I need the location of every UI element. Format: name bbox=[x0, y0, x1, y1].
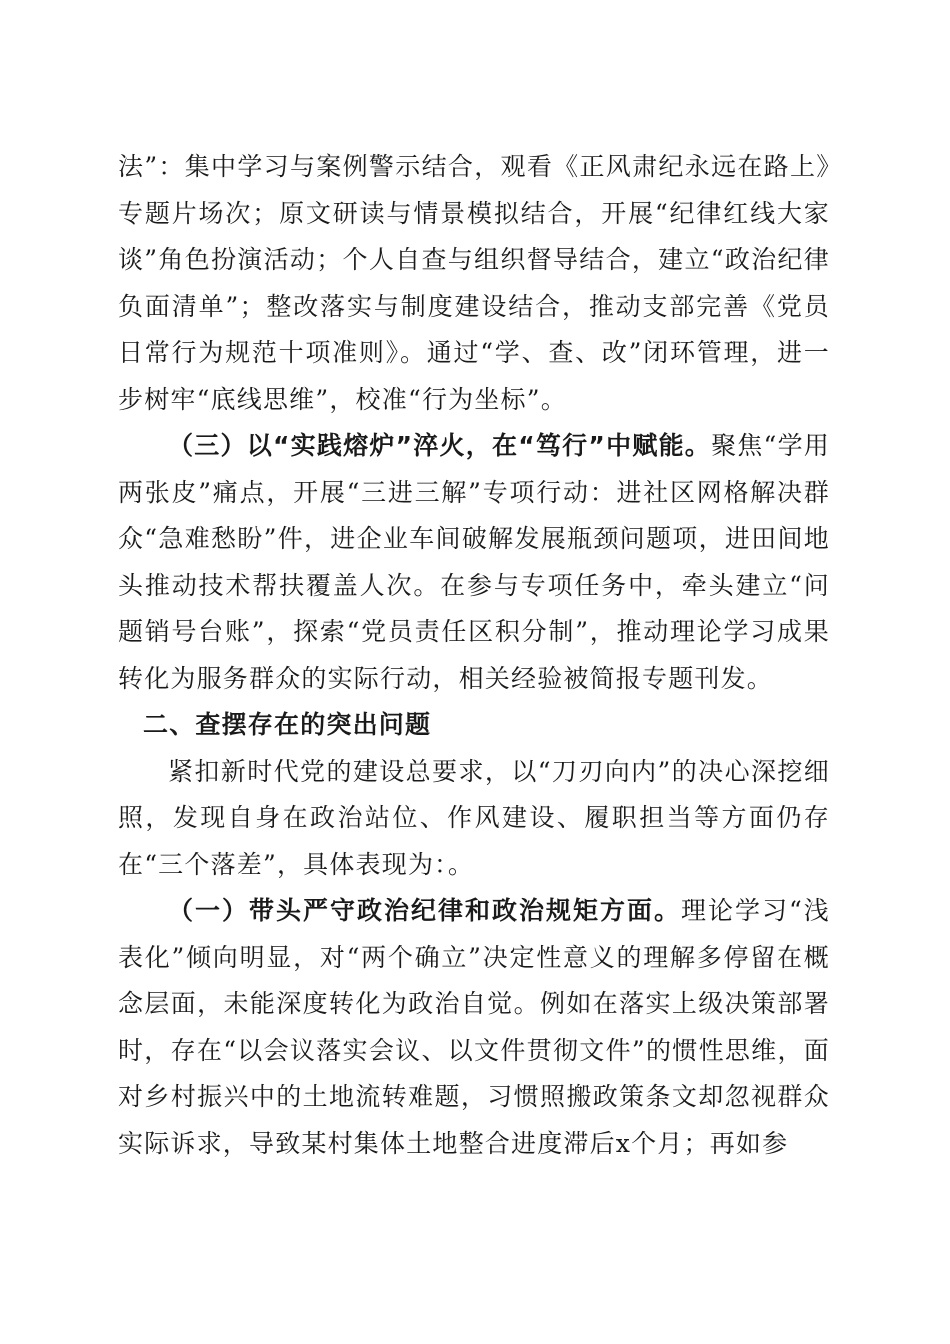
item-1-body: 理论学习“浅表化”倾向明显，对“两个确立”决定性意义的理解多停留在概念层面，未能深度转化为政治自觉。例如在落实上级决策部署时，存在“以会议落实会议、以文件贯彻文件”的惯性思维，面对乡村振兴中的土地流转难题，习惯照搬政策条文却忽视群众实际诉求，导致某村集体土地整合进度滞后x个月；再如参 bbox=[118, 896, 830, 1158]
document-body bbox=[118, 144, 830, 1167]
item-1-lead: （一）带头严守政治纪律和政治规矩方面。 bbox=[168, 896, 682, 925]
paragraph-item-1 bbox=[118, 888, 830, 1167]
heading-section-2: 二、查摆存在的突出问题 bbox=[143, 710, 432, 739]
section-3-lead: （三）以“实践熔炉”淬火，在“笃行”中赋能。 bbox=[168, 431, 712, 460]
paragraph-intro-2: 紧扣新时代党的建设总要求，以“刀刃向内”的决心深挖细照，发现自身在政治站位、作风建设、履职担当等方面仍存在“三个落差”，具体表现为：。 bbox=[118, 756, 830, 879]
section-3-body: 聚焦“学用两张皮”痛点，开展“三进三解”专项行动：进社区网格解决群众“急难愁盼”件，进企业车间破解发展瓶颈问题项，进田间地头推动技术帮扶覆盖人次。在参与专项任务中，牵头建立“问题销号台账”，探索“党员责任区积分制”，推动理论学习成果转化为服务群众的实际行动，相关经验被简报专题刊发。 bbox=[118, 431, 831, 693]
paragraph-section-3 bbox=[118, 423, 830, 702]
paragraph-continuation: 法”：集中学习与案例警示结合，观看《正风肃纪永远在路上》专题片场次；原文研读与情景模拟结合，开展“纪律红线大家谈”角色扮演活动；个人自查与组织督导结合，建立“政治纪律负面清单”；整改落实与制度建设结合，推动支部完善《党员日常行为规范十项准则》。通过“学、查、改”闭环管理，进一步树牢“底线思维”，校准“行为坐标”。 bbox=[118, 152, 830, 414]
